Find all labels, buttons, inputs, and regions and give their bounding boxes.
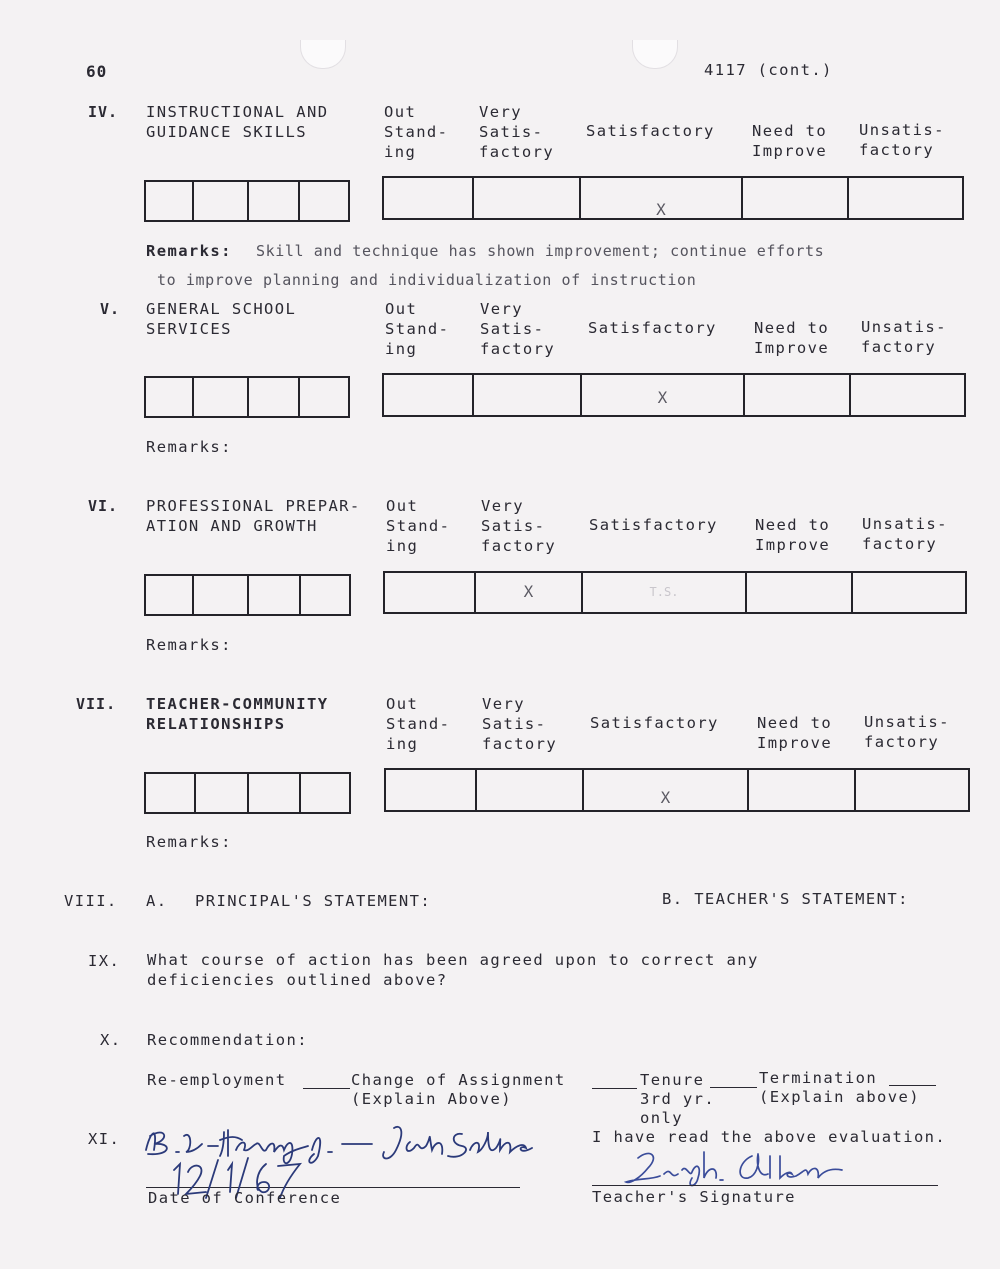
remarks-text: Skill and technique has shown improvement; continue efforts xyxy=(256,242,825,260)
change-assignment-blank xyxy=(592,1088,637,1089)
change-assignment-option: Change of Assignment xyxy=(351,1071,566,1089)
remarks-label: Remarks: xyxy=(146,438,232,456)
rating-grid xyxy=(383,571,967,614)
remarks-label: Remarks: xyxy=(146,833,232,851)
col-outstanding: Out Stand- ing xyxy=(384,103,449,161)
col-need-to-improve: Need to Improve xyxy=(755,516,831,554)
section-number: VIII. xyxy=(64,892,118,910)
termination-note: (Explain above) xyxy=(759,1088,920,1106)
col-unsatisfactory: Unsatis- factory xyxy=(862,515,948,553)
col-satisfactory: Satisfactory xyxy=(586,122,715,140)
rating-grid xyxy=(382,176,964,220)
col-outstanding: Out Stand- ing xyxy=(386,695,451,753)
col-very-satisfactory: Very Satis- factory xyxy=(481,497,557,555)
punch-hole-right xyxy=(632,40,678,69)
section-number: IV. xyxy=(88,103,119,121)
small-grid xyxy=(144,376,350,418)
principal-statement-label: PRINCIPAL'S STATEMENT: xyxy=(195,892,432,910)
page-number: 60 xyxy=(86,62,108,81)
section-title: PROFESSIONAL PREPAR- ATION AND GROWTH xyxy=(146,497,361,535)
section-number: VII. xyxy=(76,695,117,713)
rating-grid xyxy=(384,768,970,812)
section-number: VI. xyxy=(88,497,119,515)
punch-hole-left xyxy=(300,40,346,69)
recommendation-label: Recommendation: xyxy=(147,1031,308,1049)
col-very-satisfactory: Very Satis- factory xyxy=(480,300,556,358)
teacher-signature-line xyxy=(592,1185,938,1186)
faint-mark: T.S. xyxy=(649,585,679,599)
tenure-option: Tenure xyxy=(640,1071,705,1089)
form-reference: 4117 (cont.) xyxy=(704,61,833,79)
col-outstanding: Out Stand- ing xyxy=(385,300,450,358)
small-grid xyxy=(144,574,351,616)
rating-mark: X xyxy=(660,788,671,807)
rating-mark: X xyxy=(656,200,666,219)
tenure-note: 3rd yr. xyxy=(640,1090,716,1108)
section-title: TEACHER-COMMUNITY RELATIONSHIPS xyxy=(146,695,329,733)
col-need-to-improve: Need to Improve xyxy=(752,122,828,160)
section-title: GENERAL SCHOOL SERVICES xyxy=(146,300,297,338)
col-satisfactory: Satisfactory xyxy=(589,516,718,534)
tenure-blank xyxy=(710,1087,757,1088)
question-line: What course of action has been agreed upon to correct any xyxy=(147,951,759,969)
section-number: IX. xyxy=(88,952,121,970)
read-statement: I have read the above evaluation. xyxy=(592,1128,947,1146)
col-need-to-improve: Need to Improve xyxy=(754,319,830,357)
col-unsatisfactory: Unsatis- factory xyxy=(861,318,947,356)
col-unsatisfactory: Unsatis- factory xyxy=(864,713,950,751)
small-grid xyxy=(144,180,350,222)
section-number: XI. xyxy=(88,1130,121,1148)
reemployment-option: Re-employment xyxy=(147,1071,287,1089)
section-number: X. xyxy=(100,1031,122,1049)
col-very-satisfactory: Very Satis- factory xyxy=(482,695,558,753)
teacher-statement-label: B. TEACHER'S STATEMENT: xyxy=(662,890,909,908)
tenure-note: only xyxy=(640,1109,683,1127)
remarks-label: Remarks: xyxy=(146,242,232,260)
rating-grid xyxy=(382,373,966,417)
question-line: deficiencies outlined above? xyxy=(147,971,448,989)
remarks-text: to improve planning and individualization of instruction xyxy=(157,271,697,289)
col-unsatisfactory: Unsatis- factory xyxy=(859,121,945,159)
rating-mark: X xyxy=(657,388,668,407)
small-grid xyxy=(144,772,351,814)
rating-mark: X xyxy=(523,582,534,601)
reemployment-blank xyxy=(303,1088,350,1089)
change-assignment-note: (Explain Above) xyxy=(351,1090,512,1108)
col-very-satisfactory: Very Satis- factory xyxy=(479,103,555,161)
termination-option: Termination xyxy=(759,1069,878,1087)
statement-a-label: A. xyxy=(146,892,168,910)
col-need-to-improve: Need to Improve xyxy=(757,714,833,752)
termination-blank xyxy=(889,1085,936,1086)
section-title: INSTRUCTIONAL AND GUIDANCE SKILLS xyxy=(146,103,329,141)
date-of-conference-label: Date of Conference xyxy=(148,1189,342,1207)
col-satisfactory: Satisfactory xyxy=(588,319,717,337)
col-outstanding: Out Stand- ing xyxy=(386,497,451,555)
remarks-label: Remarks: xyxy=(146,636,232,654)
section-number: V. xyxy=(100,300,121,318)
col-satisfactory: Satisfactory xyxy=(590,714,719,732)
teacher-signature-label: Teacher's Signature xyxy=(592,1188,796,1206)
